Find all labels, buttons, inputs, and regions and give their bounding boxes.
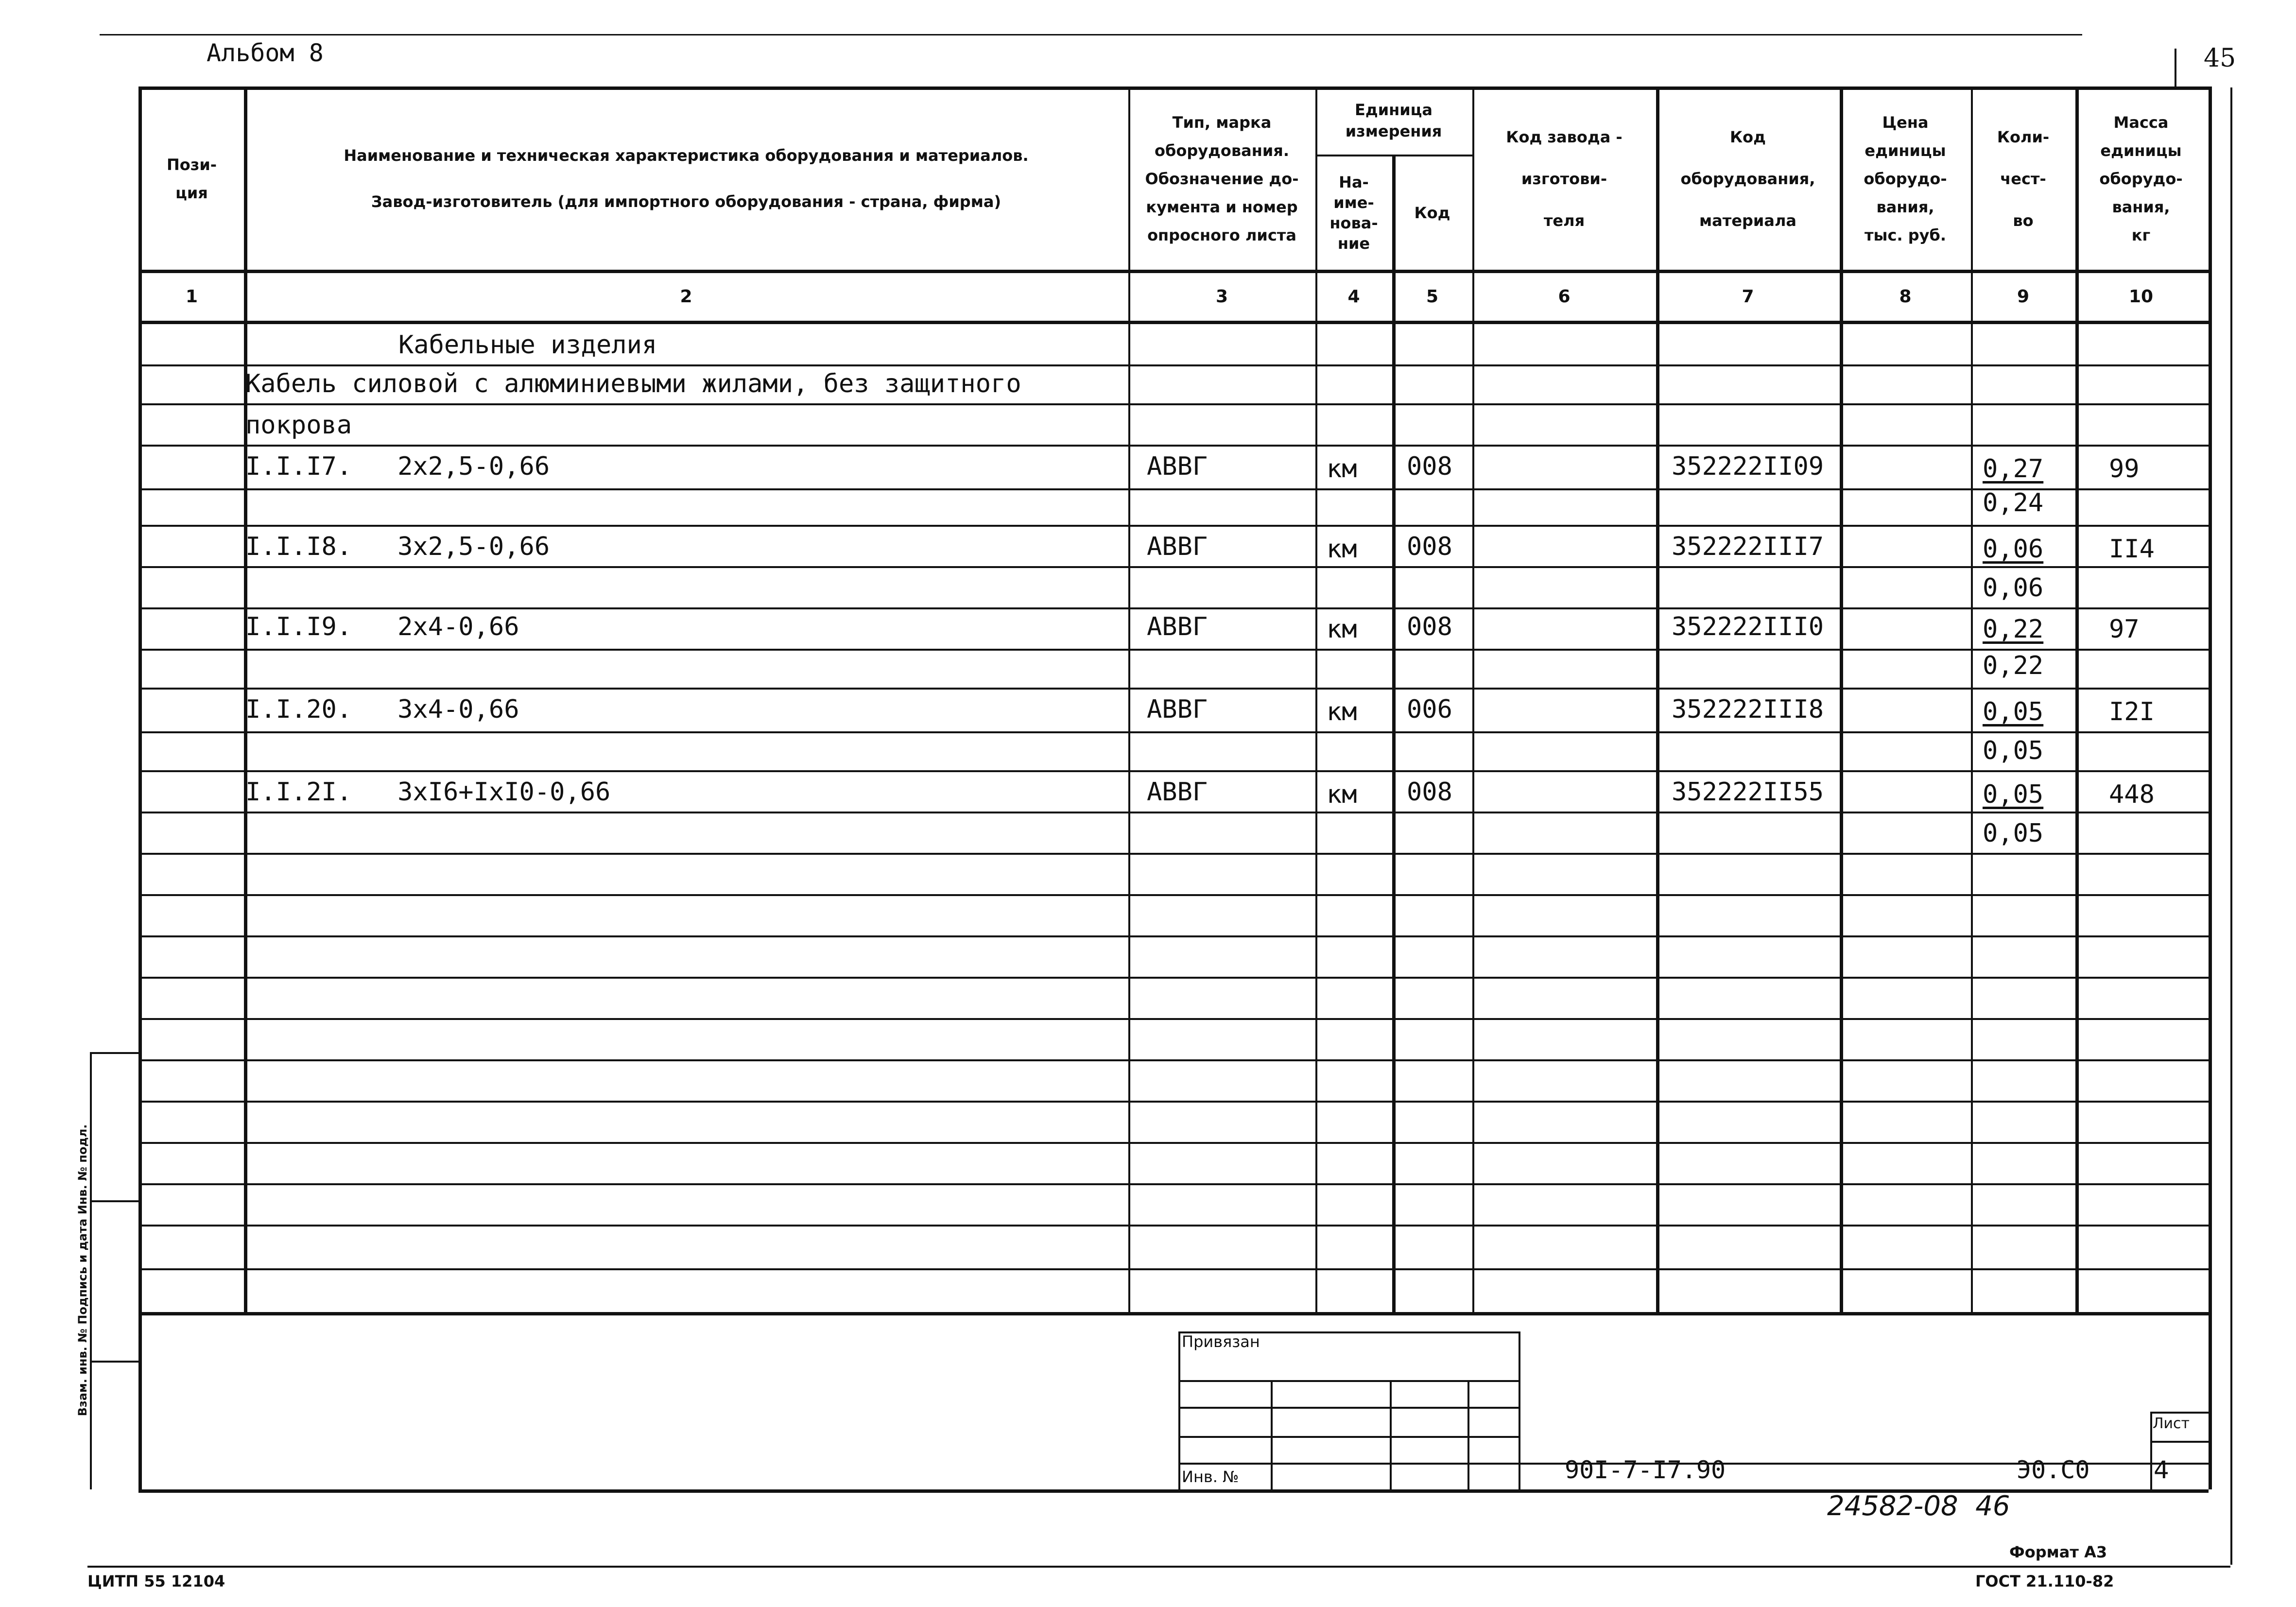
column-number: 6 <box>1558 286 1571 307</box>
item-equipment-code: 352222III8 <box>1672 695 1824 724</box>
header-mass: Масса единицы оборудо- вания, кг <box>2099 113 2183 244</box>
column-number: 4 <box>1347 286 1360 307</box>
header-unit-name: На- име- нова- ние <box>1329 173 1378 253</box>
table-rule-h <box>90 1200 138 1202</box>
item-unit-code: 008 <box>1407 452 1452 481</box>
item-type: АВВГ <box>1147 532 1208 561</box>
page-number: 45 <box>2204 44 2236 73</box>
item-unit: км <box>1327 535 1357 564</box>
stamp-inv: Инв. № <box>1182 1468 1239 1486</box>
header-type: Тип, марка оборудования. Обозначение до- кумента и номер опросного листа <box>1145 113 1299 244</box>
table-rule-h <box>138 445 2209 447</box>
stamp-sheet-label: Лист <box>2153 1415 2190 1432</box>
table-rule-v <box>90 1052 92 1489</box>
item-quantity: 0,05 <box>1983 697 2044 726</box>
table-rule-v <box>1656 86 1659 1312</box>
item-quantity: 0,06 <box>1983 535 2044 564</box>
header-unit-code: Код <box>1414 203 1450 222</box>
table-rule-h <box>138 1142 2209 1144</box>
table-rule-h <box>87 1566 2230 1568</box>
footer-left: ЦИТП 55 12104 <box>87 1572 225 1590</box>
item-unit: км <box>1327 697 1357 726</box>
header-position: Пози- ция <box>166 155 217 202</box>
item-type: АВВГ <box>1147 612 1208 641</box>
table-rule-v <box>2230 87 2232 1565</box>
column-number: 1 <box>185 286 198 307</box>
item-type: АВВГ <box>1147 452 1208 481</box>
item-mass: II4 <box>2109 535 2155 564</box>
item-unit-code: 008 <box>1407 778 1452 807</box>
table-rule-h <box>138 935 2209 937</box>
table-rule-h <box>2150 1412 2209 1414</box>
item-quantity: 0,05 <box>1983 780 2044 809</box>
item-name: I.I.I8. 3x2,5-0,66 <box>245 532 550 561</box>
footer-format: Формат А3 <box>2009 1543 2107 1561</box>
table-rule-v <box>1971 86 1973 1312</box>
table-rule-h <box>90 1052 138 1054</box>
table-rule-v <box>1390 1380 1392 1489</box>
item-type: АВВГ <box>1147 778 1208 807</box>
item-unit-code: 006 <box>1407 695 1452 724</box>
page-number-tick <box>2175 49 2176 90</box>
table-rule-v <box>138 86 142 1489</box>
table-rule-h <box>2150 1441 2209 1443</box>
table-rule-v <box>1315 86 1317 1312</box>
table-rule-h <box>138 853 2209 855</box>
item-equipment-code: 352222III7 <box>1672 532 1824 561</box>
header-quantity: Коли- чест- во <box>1997 127 2050 230</box>
table-rule-v <box>1519 1331 1520 1489</box>
item-type: АВВГ <box>1147 695 1208 724</box>
top-rule <box>100 34 2082 35</box>
item-quantity-alt: 0,05 <box>1983 819 2044 848</box>
table-rule-h <box>138 649 2209 651</box>
table-rule-h <box>138 1225 2209 1227</box>
table-rule-h <box>138 270 2209 273</box>
section-title: Кабельные изделия <box>398 330 657 360</box>
table-rule-v <box>2075 86 2079 1312</box>
item-quantity: 0,22 <box>1983 615 2044 644</box>
stamp-privyazan: Привязан <box>1182 1332 1260 1351</box>
item-name: I.I.I9. 2x4-0,66 <box>245 612 519 641</box>
table-rule-v <box>1392 155 1396 1312</box>
table-rule-h <box>138 1312 2209 1315</box>
table-rule-h <box>138 770 2209 772</box>
table-rule-h <box>90 1361 138 1363</box>
table-rule-h <box>138 607 2209 609</box>
table-rule-h <box>138 977 2209 979</box>
item-quantity: 0,27 <box>1983 454 2044 484</box>
stamp-sheet-number: 4 <box>2154 1456 2169 1484</box>
item-quantity-alt: 0,06 <box>1983 573 2044 603</box>
table-rule-h <box>138 488 2209 490</box>
table-rule-v <box>1128 86 1130 1312</box>
table-rule-h <box>138 403 2209 405</box>
table-rule-v <box>1472 86 1474 1312</box>
table-rule-h <box>1178 1331 1519 1333</box>
table-rule-h <box>138 1101 2209 1103</box>
header-factory-code: Код завода - изготови- теля <box>1506 127 1623 230</box>
header-unit-group: Единица измерения <box>1345 100 1442 140</box>
footer-gost: ГОСТ 21.110-82 <box>1975 1572 2114 1590</box>
column-number: 3 <box>1215 286 1228 307</box>
item-equipment-code: 352222II55 <box>1672 778 1824 807</box>
table-rule-v <box>2209 86 2212 1489</box>
column-number: 8 <box>1899 286 1912 307</box>
table-rule-h <box>138 321 2209 324</box>
item-unit: км <box>1327 454 1357 484</box>
item-description: покрова <box>245 411 352 440</box>
table-rule-h <box>138 1018 2209 1020</box>
handwritten-number: 24582-08 46 <box>1827 1490 2010 1522</box>
column-number: 10 <box>2128 286 2154 307</box>
stamp-doc-code: 90I-7-I7.90 <box>1565 1456 1726 1484</box>
item-mass: 99 <box>2109 454 2140 484</box>
margin-label: Взам. инв. № Подпись и дата Инв. № подл. <box>76 1124 89 1417</box>
item-name: I.I.20. 3x4-0,66 <box>245 695 519 724</box>
item-unit: км <box>1327 780 1357 809</box>
table-rule-h <box>138 566 2209 568</box>
table-rule-h <box>138 1059 2209 1061</box>
table-rule-v <box>1840 86 1843 1312</box>
table-rule-v <box>1467 1380 1469 1489</box>
table-rule-h <box>138 86 2209 90</box>
header-price: Цена единицы оборудо- вания, тыс. руб. <box>1864 113 1947 244</box>
stamp-section: Э0.С0 <box>2017 1456 2090 1484</box>
album-label: Альбом 8 <box>207 39 324 67</box>
column-number: 7 <box>1742 286 1754 307</box>
table-rule-h <box>138 688 2209 690</box>
item-unit-code: 008 <box>1407 532 1452 561</box>
table-rule-h <box>138 1268 2209 1270</box>
table-rule-h <box>138 731 2209 733</box>
table-rule-v <box>1178 1331 1180 1489</box>
header-equipment-code: Код оборудования, материала <box>1680 127 1815 230</box>
table-rule-h <box>138 525 2209 527</box>
item-description: Кабель силовой с алюминиевыми жилами, без защитного <box>245 369 1021 398</box>
table-rule-h <box>1178 1463 2209 1465</box>
table-rule-v <box>2150 1412 2152 1489</box>
item-equipment-code: 352222III0 <box>1672 612 1824 641</box>
header-name: Наименование и техническая характеристика оборудования и материалов. Завод-изготовитель (для импортного оборудования - страна, фирма) <box>344 146 1029 211</box>
item-mass: 97 <box>2109 615 2140 644</box>
table-rule-h <box>138 894 2209 896</box>
column-number: 9 <box>2017 286 2030 307</box>
item-quantity-alt: 0,24 <box>1983 488 2044 518</box>
item-name: I.I.I7. 2x2,5-0,66 <box>245 452 550 481</box>
item-name: I.I.2I. 3xI6+IxI0-0,66 <box>245 778 611 807</box>
column-number: 2 <box>680 286 692 307</box>
column-number: 5 <box>1426 286 1439 307</box>
item-unit: км <box>1327 615 1357 644</box>
item-mass: 448 <box>2109 780 2155 809</box>
table-rule-h <box>138 1489 2209 1493</box>
table-rule-v <box>244 86 247 1312</box>
item-quantity-alt: 0,22 <box>1983 651 2044 680</box>
item-quantity-alt: 0,05 <box>1983 736 2044 765</box>
table-rule-h <box>138 1183 2209 1185</box>
table-rule-h <box>138 364 2209 366</box>
item-unit-code: 008 <box>1407 612 1452 641</box>
item-mass: I2I <box>2109 697 2155 726</box>
table-rule-h <box>138 812 2209 813</box>
item-equipment-code: 352222II09 <box>1672 452 1824 481</box>
table-rule-v <box>1271 1380 1273 1489</box>
